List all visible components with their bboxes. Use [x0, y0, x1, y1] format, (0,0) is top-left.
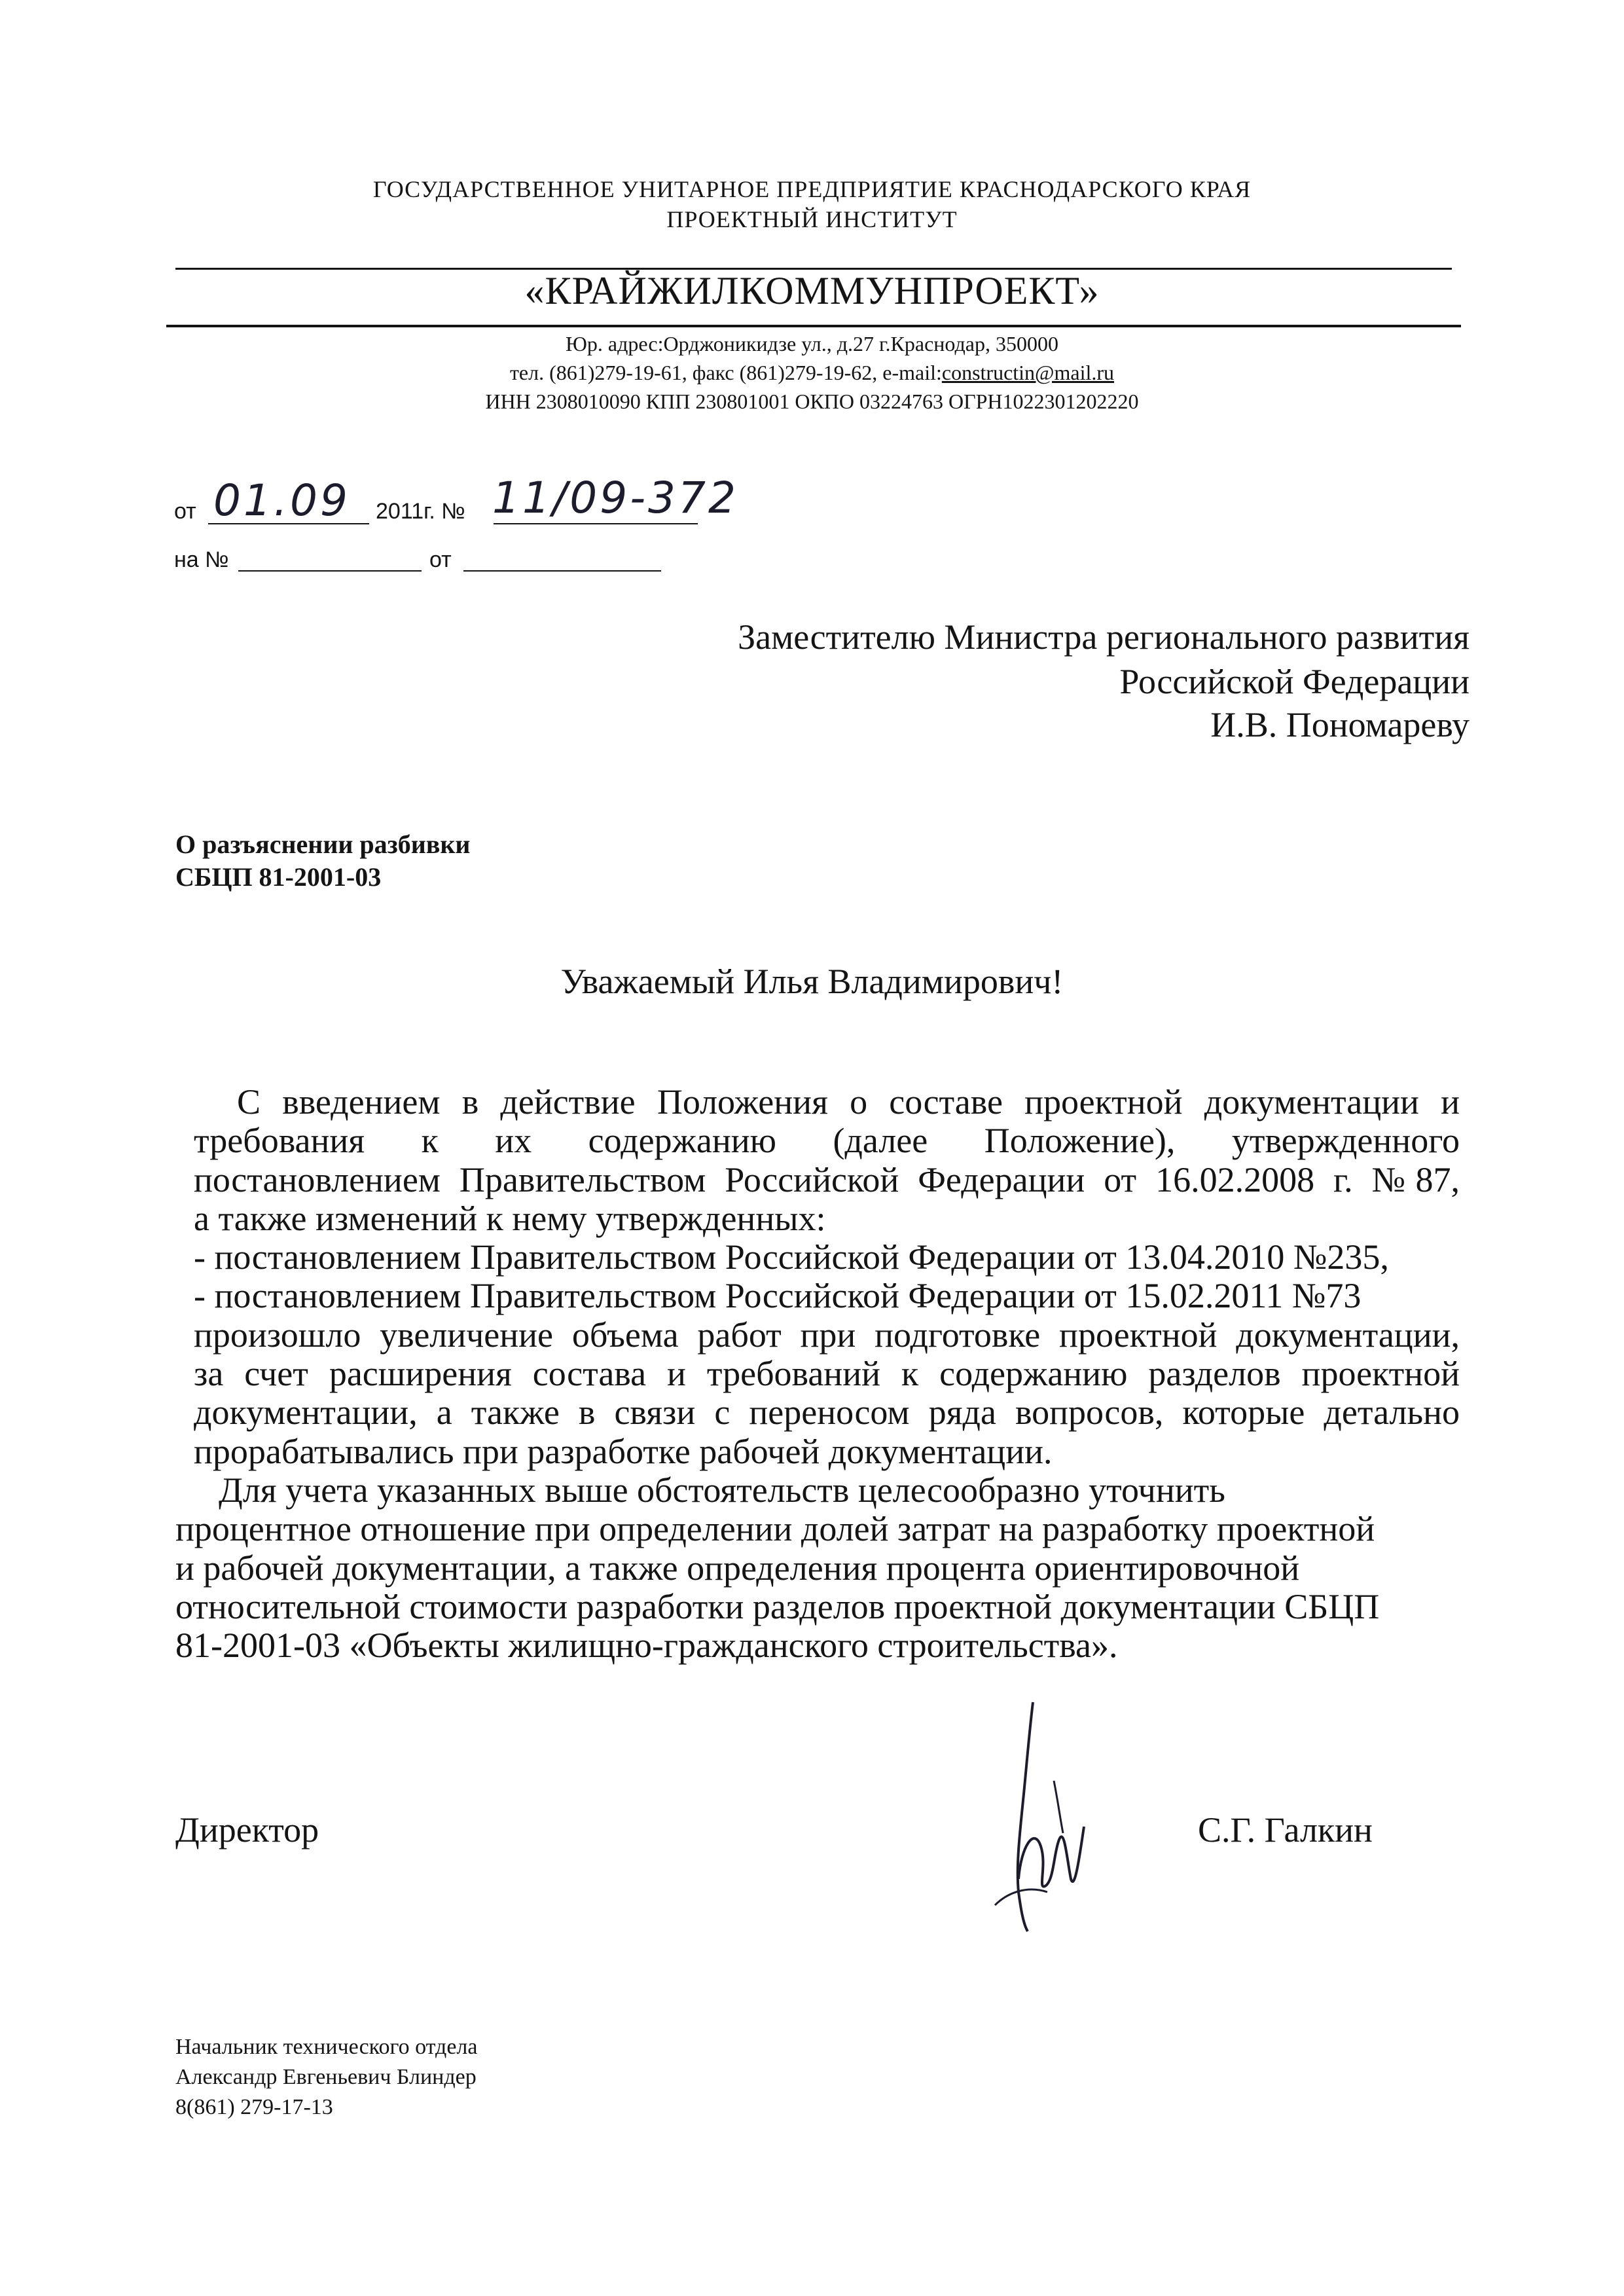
- body-line: документации, а также в связи с переносом ряда вопросов, которые детально: [194, 1393, 1460, 1432]
- ref-number-line: [494, 523, 698, 524]
- ref-year-label: 2011г. №: [376, 499, 465, 524]
- registry-codes: ИНН 2308010090 КПП 230801001 ОКПО 03224763 ОГРН1022301202220: [485, 390, 1139, 413]
- reply-number-line: [238, 570, 422, 572]
- body-line: Для учета указанных выше обстоятельств целесообразно уточнить: [219, 1470, 1225, 1510]
- body-line: и рабочей документации, а также определения процента ориентировочной: [175, 1548, 1300, 1588]
- letterhead-bottom-rule: [166, 325, 1461, 327]
- addressee-line-2: Российской Федерации: [1119, 662, 1470, 701]
- body-line: С введением в действие Положения о составе проектной документации и: [237, 1082, 1460, 1121]
- institute-name: ПРОЕКТНЫЙ ИНСТИТУТ: [666, 206, 958, 232]
- addressee-line-1: Заместителю Министра регионального развития: [738, 617, 1470, 657]
- reply-from-label: от: [429, 547, 452, 572]
- reply-date-line: [463, 570, 661, 572]
- addressee-line-3: И.В. Пономареву: [1210, 705, 1470, 744]
- body-line: - постановлением Правительством Российской Федерации от 13.04.2010 №235,: [194, 1237, 1389, 1277]
- executor-block: [175, 2032, 477, 2123]
- org-type: ГОСУДАРСТВЕННОЕ УНИТАРНОЕ ПРЕДПРИЯТИЕ КРАСНОДАРСКОГО КРАЯ: [372, 176, 1252, 202]
- body-line: за счет расширения состава и требований к содержанию разделов проектной: [194, 1354, 1460, 1394]
- contact-line: [0, 361, 1624, 385]
- reply-number-label: на №: [174, 547, 229, 572]
- body-line: а также изменений к нему утвержденных:: [194, 1198, 826, 1238]
- company-brand: «КРАЙЖИЛКОММУНПРОЕКТ»: [524, 269, 1100, 312]
- letter-body: [175, 1082, 1460, 1666]
- executor-phone: 8(861) 279-17-13: [175, 2095, 333, 2119]
- ref-number-handwritten: 11/09-372: [492, 473, 738, 523]
- executor-name: Александр Евгеньевич Блиндер: [175, 2065, 477, 2089]
- subject-line-2: СБЦП 81-2001-03: [175, 862, 382, 892]
- phones-text: тел. (861)279-19-61, факс (861)279-19-62, e-mail:: [509, 361, 942, 384]
- signatory-position: Директор: [175, 1810, 319, 1850]
- body-line: требования к их содержанию (далее Положение), утвержденного: [194, 1121, 1460, 1161]
- body-line: прорабатывались при разработке рабочей документации.: [194, 1431, 1053, 1471]
- handwritten-signature: [956, 1696, 1126, 1944]
- body-line: произошло увеличение объема работ при подготовке проектной документации,: [194, 1315, 1460, 1355]
- ref-from-label: от: [174, 499, 196, 524]
- greeting: Уважаемый Илья Владимирович!: [560, 962, 1064, 1001]
- ref-date-handwritten: 01.09: [213, 475, 350, 526]
- body-line: процентное отношение при определении долей затрат на разработку проектной: [175, 1509, 1375, 1549]
- email-link[interactable]: constructin@mail.ru: [941, 361, 1115, 384]
- body-line: 81-2001-03 «Объекты жилищно-гражданского строительства».: [175, 1626, 1118, 1666]
- signatory-name: С.Г. Галкин: [1198, 1810, 1373, 1850]
- body-line: постановлением Правительством Российской Федерации от 16.02.2008 г. №87,: [194, 1159, 1460, 1199]
- executor-position: Начальник технического отдела: [175, 2035, 478, 2059]
- body-line: относительной стоимости разработки разделов проектной документации СБЦП: [175, 1586, 1380, 1626]
- subject-line-1: О разъяснении разбивки: [175, 829, 471, 859]
- body-line: - постановлением Правительством Российской Федерации от 15.02.2011 №73: [194, 1276, 1362, 1316]
- legal-address: Юр. адрес:Орджоникидзе ул., д.27 г.Краснодар, 350000: [566, 332, 1058, 355]
